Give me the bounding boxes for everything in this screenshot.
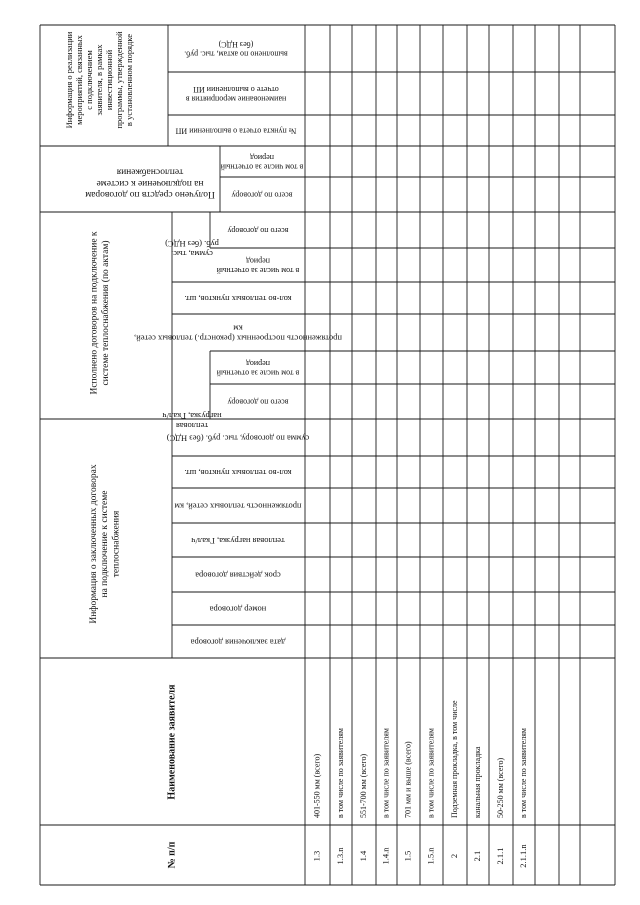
header-executed-load	[162, 411, 222, 431]
header-executed-total-line: всего по договору	[227, 397, 289, 407]
header-executed-group-line: системе теплоснабжения (по актам)	[100, 240, 111, 386]
row-applicant-name-text: в том числе по заявителям	[381, 728, 391, 818]
header-concluded-sub-line: тепловая нагрузка, Гкал/ч	[191, 536, 285, 547]
header-investment-sub-line: выполнено по актам, тыс. руб.	[184, 49, 288, 59]
header-concluded-sub-line: дата заключения договора	[190, 637, 286, 648]
row-number	[358, 850, 368, 861]
header-received-period-2-line: период	[250, 152, 274, 162]
header-concluded-sub	[184, 468, 291, 478]
header-executed-sum-line: сумма, тыс.	[171, 249, 213, 260]
header-investment-sub-line: (без НДС)	[218, 39, 254, 49]
header-received-total-2-line: всего по договору	[231, 190, 293, 200]
header-num-line: № п/п	[166, 841, 178, 869]
header-concluded-sub	[195, 571, 281, 581]
header-executed-load-line: нагрузка, Гкал/ч	[162, 411, 222, 422]
header-investment-group-line: заявителя, в рамках	[93, 44, 104, 116]
header-executed-period	[216, 359, 299, 377]
header-concluded-group-line: на подключение к системе	[100, 490, 111, 598]
header-executed-points-line: кол-во тепловых пунктов, шт.	[184, 294, 292, 305]
header-investment-group-line: мероприятий, связанных	[73, 35, 84, 125]
row-applicant-name-text: в том числе по заявителям	[335, 728, 345, 818]
row-number	[335, 847, 345, 865]
header-investment-sub	[175, 127, 296, 136]
row-number-line: 1.3	[311, 850, 322, 862]
header-concluded-sub-line: кол-во тепловых пунктов, шт.	[184, 468, 292, 479]
header-investment-sub-line: отчете о выполнении ИП	[193, 84, 279, 94]
header-executed-points	[184, 294, 291, 304]
header-received-period-2-line: в том числе за отчетный	[220, 162, 304, 172]
header-investment-group	[64, 31, 134, 129]
header-received-total-line: всего по договору	[227, 226, 289, 236]
row-applicant-name	[496, 758, 505, 818]
header-concluded-sub-line: протяженность тепловых сетей, км	[174, 501, 302, 512]
row-applicant-name-text: 401-550 мм (всего)	[312, 753, 322, 818]
row-applicant-name-text: 50-250 мм (всего)	[495, 757, 505, 818]
header-executed-sum	[165, 239, 219, 259]
row-number	[495, 848, 505, 865]
header-concluded-sub-line: срок действия договора	[195, 570, 281, 581]
header-concluded-sub	[210, 605, 267, 615]
row-number-line: 2	[448, 853, 459, 859]
header-concluded-group-line: Информация о заключенных договорах	[88, 464, 99, 624]
header-received-total-2	[231, 191, 292, 200]
row-applicant-name-text: 701 мм и выше (всего)	[403, 741, 413, 818]
header-executed-length-line: протяженность построенных (реконстр.) тепловых сетей,	[134, 333, 342, 344]
header-received-period-2	[220, 153, 303, 171]
header-concluded-sub-line: сумма по договору, тыс. руб. (без НДС)	[166, 433, 310, 444]
row-number	[449, 854, 459, 858]
header-executed-length-line: км	[233, 323, 243, 334]
header-executed-sum-line: руб. (без НДС)	[165, 239, 219, 250]
row-applicant-name	[473, 746, 482, 818]
row-number-line: 2.1.1.n	[517, 844, 528, 868]
row-applicant-name-text: Подземная прокладка, в том числе	[449, 700, 459, 818]
header-investment-sub-line: наименование мероприятия в	[185, 94, 287, 104]
row-applicant-name	[336, 728, 345, 818]
row-number-line: 1.3.n	[334, 847, 345, 865]
header-num	[166, 841, 177, 868]
header-executed-period-line: период	[246, 358, 270, 368]
header-investment-group-line: Информация о реализации	[63, 31, 74, 129]
header-received-period	[216, 256, 299, 274]
row-applicant-name	[359, 754, 368, 818]
row-applicant-name-text: 551-700 мм (всего)	[358, 753, 368, 818]
header-investment-group-line: инвестиционной	[103, 49, 114, 111]
row-number-line: 2.1.1	[494, 847, 505, 865]
header-received-total	[227, 226, 288, 235]
header-concluded-sub	[191, 536, 285, 546]
header-concluded-group	[88, 464, 121, 624]
header-concluded-sub-line: номер договора	[209, 604, 267, 615]
header-investment-group-line: в установленном порядке	[124, 33, 135, 127]
header-concluded-sub	[190, 638, 285, 648]
row-applicant-name-text: в том числе по заявителям	[518, 728, 528, 818]
row-applicant-name	[312, 754, 321, 818]
header-investment-sub	[186, 85, 287, 103]
row-number	[402, 851, 412, 862]
header-investment-group-line: с подключением	[83, 50, 94, 110]
header-concluded-group-line: теплоснабжения	[111, 510, 122, 578]
row-number	[311, 851, 321, 862]
row-number-line: 1.4.n	[380, 847, 391, 865]
row-number-line: 1.5	[402, 850, 413, 862]
header-applicant	[166, 684, 177, 800]
row-applicant-name-text: в том числе по заявителям	[426, 728, 436, 818]
header-concluded-sub	[174, 502, 302, 512]
header-received-period-line: период	[246, 256, 270, 266]
header-received-group-line: Получено средств по договорам	[85, 189, 215, 200]
header-investment-sub-line: № пункта отчета о выполнении ИП	[175, 126, 297, 136]
row-applicant-name	[450, 700, 459, 818]
row-number-line: 1.4	[357, 850, 368, 862]
header-executed-load-line: тепловая	[175, 421, 209, 432]
row-number	[425, 847, 435, 865]
header-applicant-line: Наименование заявителя	[166, 684, 178, 800]
row-applicant-name	[403, 741, 412, 818]
row-applicant-name	[426, 728, 435, 818]
row-number	[518, 844, 528, 868]
header-investment-group-line: программы, утвержденной	[114, 31, 125, 129]
header-concluded-sub	[167, 434, 310, 444]
header-executed-length	[134, 324, 342, 344]
row-number	[472, 851, 482, 862]
row-number	[380, 847, 390, 865]
row-number-line: 2.1	[471, 850, 482, 862]
header-executed-group-line: Исполнено договоров на подключение к	[89, 231, 100, 395]
header-executed-group	[90, 231, 111, 394]
header-executed-period-line: в том числе за отчетный	[216, 368, 300, 378]
header-received-group-line: на подключение к системе	[96, 177, 204, 188]
row-applicant-name	[519, 728, 528, 818]
row-applicant-name	[381, 728, 390, 818]
row-applicant-name-text: канальная прокладка	[472, 746, 482, 818]
row-number-line: 1.5.n	[425, 847, 436, 865]
header-received-group-line: теплоснабжения	[116, 166, 184, 177]
header-received-period-line: в том числе за отчетный	[216, 265, 300, 275]
header-executed-total	[227, 398, 288, 407]
header-received-group	[85, 167, 215, 199]
header-investment-sub	[184, 40, 288, 58]
